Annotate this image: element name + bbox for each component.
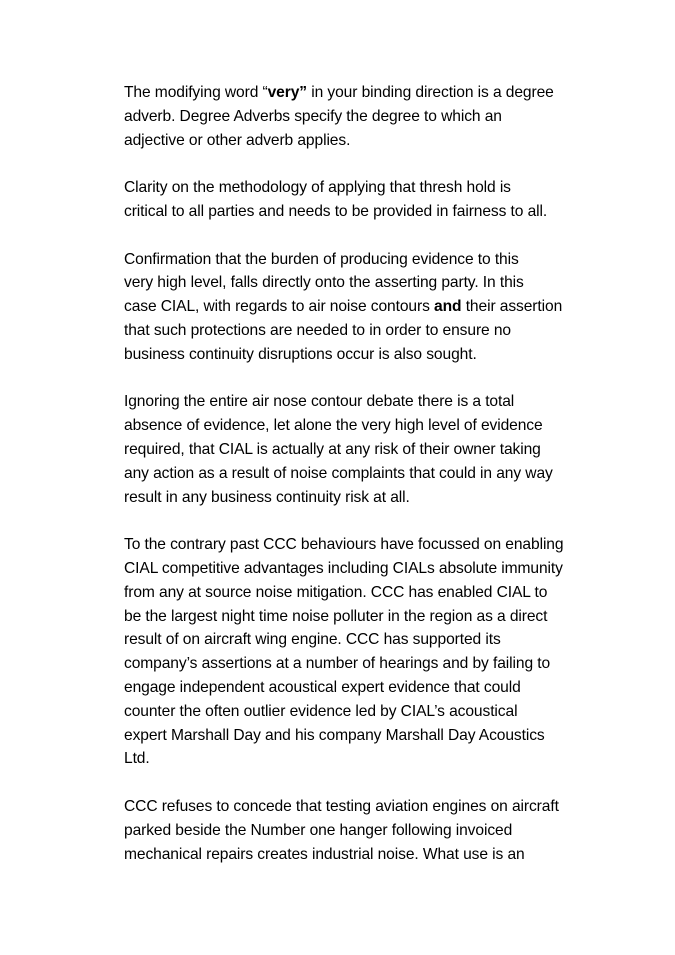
- paragraph-refuses: [124, 795, 604, 866]
- text-line: To the contrary past CCC behaviours have focussed on enabling: [124, 536, 564, 554]
- paragraph-clarity: [124, 176, 604, 224]
- paragraph-confirmation: [124, 248, 604, 367]
- text-line: any action as a result of noise complaints that could in any way: [124, 464, 553, 482]
- text-line: result of on aircraft wing engine. CCC has supported its: [124, 631, 501, 649]
- text-line: engage independent acoustical expert evidence that could: [124, 678, 521, 696]
- text-line: required, that CIAL is actually at any risk of their owner taking: [124, 440, 541, 458]
- text-line: The modifying word “very” in your binding direction is a degree: [124, 84, 554, 101]
- text-line: from any at source noise mitigation. CCC has enabled CIAL to: [124, 583, 548, 601]
- document-body: [124, 81, 604, 890]
- text-line: company’s assertions at a number of hearings and by failing to: [124, 655, 551, 673]
- text-line: very high level, falls directly onto the asserting party. In this: [124, 274, 524, 292]
- text-line: that such protections are needed to in order to ensure no: [124, 321, 511, 339]
- text-line: CCC refuses to concede that testing aviation engines on aircraft: [124, 797, 559, 815]
- text-line: business continuity disruptions occur is also sought.: [124, 345, 477, 363]
- paragraph-degree-adverb: [124, 81, 604, 152]
- emphasis-and: and: [434, 298, 462, 316]
- text-line: parked beside the Number one hanger following invoiced: [124, 821, 513, 839]
- text-line: be the largest night time noise polluter in the region as a direct: [124, 607, 548, 625]
- text-line: mechanical repairs creates industrial noise. What use is an: [124, 845, 525, 863]
- text-line: Ltd.: [124, 750, 150, 768]
- paragraph-ignoring: [124, 390, 604, 509]
- text-line: adverb. Degree Adverbs specify the degree to which an: [124, 107, 502, 125]
- paragraph-contrary: [124, 533, 604, 771]
- text-line: case CIAL, with regards to air noise contours and their assertion: [124, 298, 563, 316]
- text-line: Confirmation that the burden of producing evidence to this: [124, 250, 519, 268]
- text-line: Clarity on the methodology of applying that thresh hold is: [124, 179, 511, 197]
- emphasis-very: very”: [267, 84, 307, 101]
- text-line: Ignoring the entire air nose contour debate there is a total: [124, 393, 515, 411]
- text-line: expert Marshall Day and his company Marshall Day Acoustics: [124, 726, 545, 744]
- text-line: adjective or other adverb applies.: [124, 131, 351, 149]
- text-line: critical to all parties and needs to be provided in fairness to all.: [124, 202, 548, 220]
- text-line: counter the often outlier evidence led by CIAL’s acoustical: [124, 702, 518, 720]
- text-line: result in any business continuity risk at all.: [124, 488, 410, 506]
- text-line: CIAL competitive advantages including CIALs absolute immunity: [124, 559, 563, 577]
- text-line: absence of evidence, let alone the very high level of evidence: [124, 417, 543, 435]
